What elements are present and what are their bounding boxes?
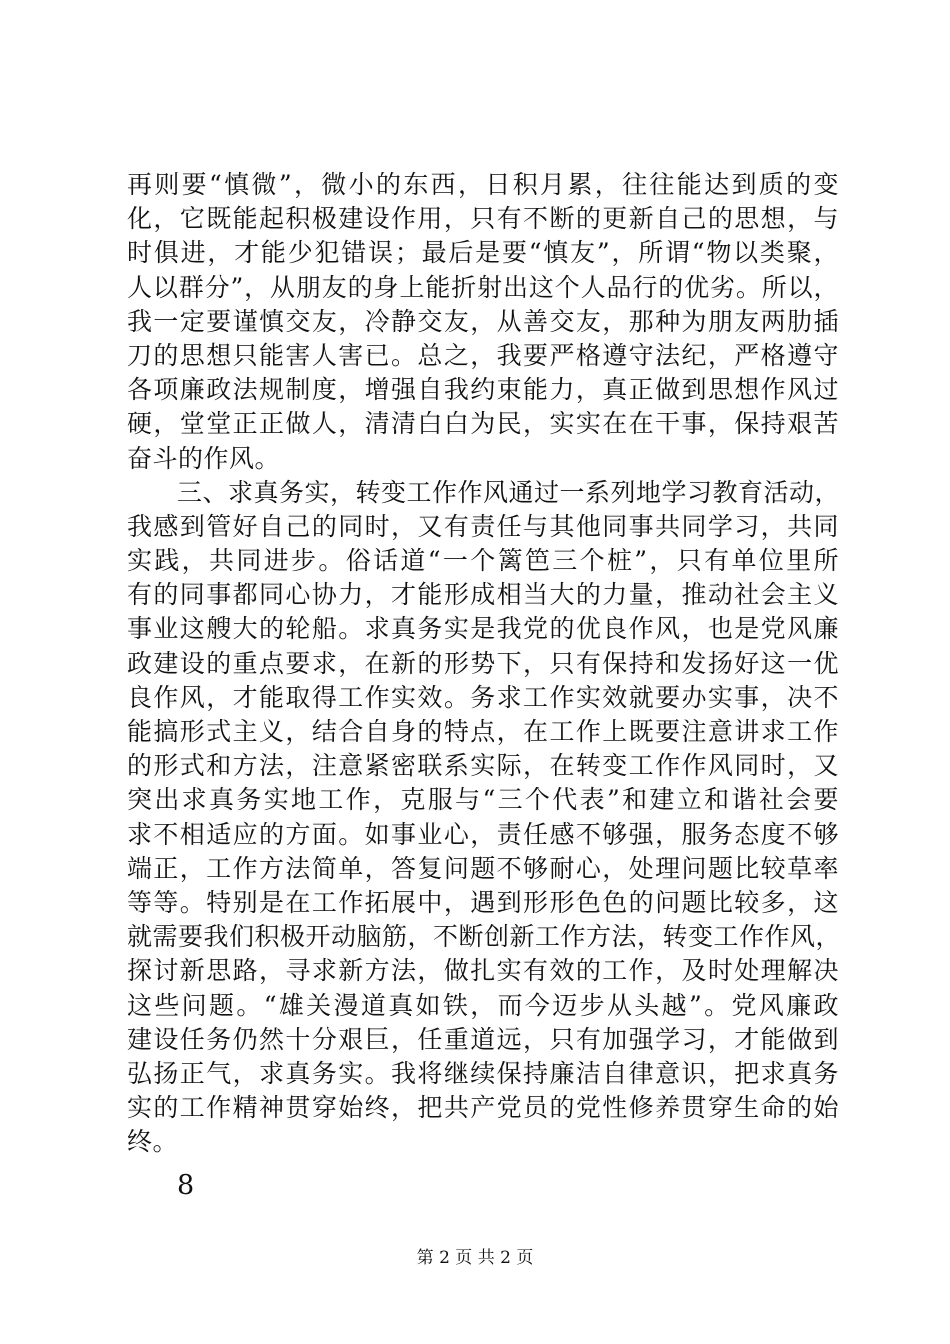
text-line: 等等。特别是在工作拓展中，遇到形形色色的问题比较多，这 (127, 887, 839, 917)
text-line: 化，它既能起积极建设作用，只有不断的更新自己的思想，与 (127, 204, 839, 234)
text-line: 建设任务仍然十分艰巨，任重道远，只有加强学习，才能做到 (127, 1024, 839, 1054)
text-line: 终。 (127, 1127, 179, 1157)
text-line: 端正，工作方法简单，答复问题不够耐心，处理问题比较草率 (127, 853, 839, 883)
text-line: 奋斗的作风。 (127, 443, 281, 473)
text-line: 时俱进，才能少犯错误；最后是要“慎友”，所谓“物以类聚， (127, 238, 839, 268)
text-line: 再则要“慎微”，微小的东西，日积月累，往往能达到质的变 (127, 170, 839, 199)
text-line: 实践，共同进步。俗话道“一个篱笆三个桩”，只有单位里所 (127, 546, 839, 576)
text-line: 突出求真务实地工作，克服与“三个代表”和建立和谐社会要 (127, 785, 839, 815)
text-line: 弘扬正气，求真务实。我将继续保持廉洁自律意识，把求真务 (127, 1058, 839, 1088)
body-text (127, 168, 842, 1204)
text-line: 人以群分”，从朋友的身上能折射出这个人品行的优劣。所以， (127, 272, 839, 302)
text-line: 我感到管好自己的同时，又有责任与其他同事共同学习，共同 (127, 511, 839, 541)
page-footer: 第 2 页 共 2 页 (416, 1248, 534, 1268)
text-line: 三、求真务实，转变工作作风通过一系列地学习教育活动， (177, 477, 841, 507)
text-line: 能搞形式主义，结合自身的特点，在工作上既要注意讲求工作 (127, 717, 839, 746)
text-line: 各项廉政法规制度，增强自我约束能力，真正做到思想作风过 (127, 375, 839, 405)
paragraph-1 (127, 168, 839, 476)
paragraph-2 (127, 476, 842, 1160)
text-line: 这些问题。“雄关漫道真如铁，而今迈步从头越”。党风廉政 (127, 990, 839, 1020)
text-line: 实的工作精神贯穿始终，把共产党员的党性修养贯穿生命的始 (127, 1093, 839, 1123)
text-line: 硬，堂堂正正做人，清清白白为民，实实在在干事，保持艰苦 (127, 409, 839, 439)
text-line: 事业这艘大的轮船。求真务实是我党的优良作风，也是党风廉 (127, 614, 839, 644)
text-line: 我一定要谨慎交友，冷静交友，从善交友，那种为朋友两肋插 (127, 306, 839, 336)
text-line: 求不相适应的方面。如事业心，责任感不够强，服务态度不够 (127, 819, 839, 849)
text-line: 良作风，才能取得工作实效。务求工作实效就要办实事，决不 (127, 682, 839, 712)
text-line: 探讨新思路，寻求新方法，做扎实有效的工作，及时处理解决 (127, 956, 839, 986)
text-line: 政建设的重点要求，在新的形势下，只有保持和发扬好这一优 (127, 648, 839, 678)
trailing-number: 8 (177, 1170, 195, 1202)
text-line: 的形式和方法，注意紧密联系实际，在转变工作作风同时，又 (127, 751, 839, 781)
text-line: 刀的思想只能害人害已。总之，我要严格遵守法纪，严格遵守 (127, 340, 839, 370)
text-line: 就需要我们积极开动脑筋，不断创新工作方法，转变工作作风， (127, 922, 842, 952)
text-line: 有的同事都同心协力，才能形成相当大的力量，推动社会主义 (127, 580, 839, 610)
